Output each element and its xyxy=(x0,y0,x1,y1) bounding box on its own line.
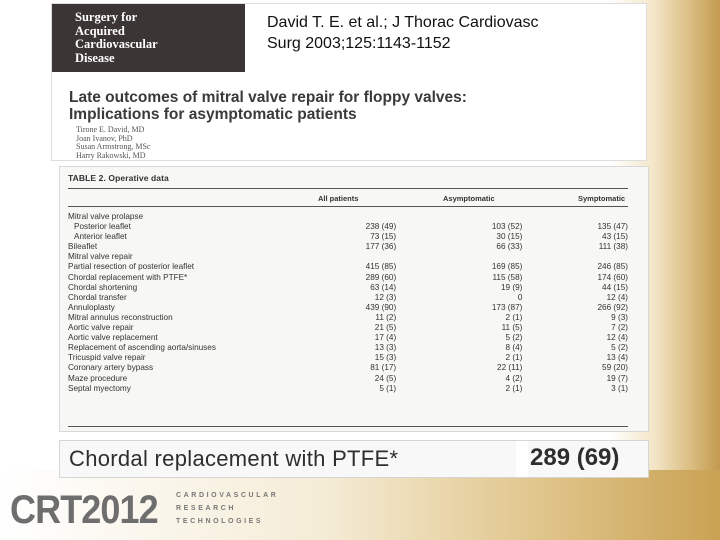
cell-symptomatic xyxy=(522,212,628,222)
cell-asymptomatic: 19 (9) xyxy=(500,282,523,292)
table-row xyxy=(68,262,628,272)
citation xyxy=(267,12,637,54)
cell-all-patients: 17 (4) xyxy=(374,333,397,343)
cell-all-patients: 12 (3) xyxy=(374,292,397,302)
table-row xyxy=(68,222,628,232)
cell-all-patients: 21 (5) xyxy=(374,323,397,333)
paper-header-image xyxy=(52,4,646,160)
cell-asymptomatic: 0 xyxy=(517,292,523,302)
cell-symptomatic xyxy=(522,252,628,262)
cell-asymptomatic: 173 (87) xyxy=(491,302,523,312)
table-row xyxy=(68,283,628,293)
author: Harry Rakowski, MD xyxy=(76,150,146,160)
row-label: Chordal shortening xyxy=(68,282,138,292)
paper-title xyxy=(69,89,639,123)
row-label: Partial resection of posterior leaflet xyxy=(68,262,195,272)
cell-symptomatic: 12 (4) xyxy=(606,333,628,343)
cell-symptomatic: 19 (7) xyxy=(606,373,628,383)
cell-asymptomatic: 4 (2) xyxy=(505,373,523,383)
cell-asymptomatic: 2 (1) xyxy=(505,383,523,393)
cell-all-patients: 15 (3) xyxy=(374,353,397,363)
journal-line: Acquired xyxy=(75,23,125,38)
cell-asymptomatic: 30 (15) xyxy=(496,232,523,242)
cell-asymptomatic: 2 (1) xyxy=(505,353,523,363)
author-list xyxy=(76,126,150,160)
cell-all-patients xyxy=(283,252,396,262)
journal-section-box xyxy=(52,4,245,72)
row-label: Tricuspid valve repair xyxy=(68,353,146,363)
crt-logo-subtitle xyxy=(176,490,278,528)
row-label: Mitral valve prolapse xyxy=(68,212,144,221)
table-row xyxy=(68,323,628,333)
table-row xyxy=(68,242,628,252)
cell-all-patients: 63 (14) xyxy=(370,282,397,292)
cell-asymptomatic: 22 (11) xyxy=(497,363,523,373)
paper-title-line: Implications for asymptomatic patients xyxy=(69,106,357,123)
cell-asymptomatic xyxy=(396,252,522,262)
column-header-asymptomatic: Asymptomatic xyxy=(443,194,495,203)
row-label: Septal myectomy xyxy=(68,383,131,393)
table-row xyxy=(68,384,628,394)
cell-asymptomatic: 169 (85) xyxy=(491,262,523,272)
table-row xyxy=(68,363,628,373)
table-body xyxy=(68,212,628,394)
citation-line: Surg 2003;125:1143-1152 xyxy=(267,35,451,52)
cell-all-patients: 13 (3) xyxy=(374,343,397,353)
row-label: Mitral annulus reconstruction xyxy=(68,312,173,322)
table-row xyxy=(68,232,628,242)
table-row xyxy=(68,252,628,262)
cell-all-patients xyxy=(283,212,396,222)
table-row xyxy=(68,212,628,222)
cell-symptomatic: 3 (1) xyxy=(611,383,628,393)
row-label: Annuloplasty xyxy=(68,302,115,312)
author: Joan Ivanov, PhD xyxy=(76,133,133,143)
cell-all-patients: 73 (15) xyxy=(370,232,397,242)
cell-all-patients: 11 (2) xyxy=(375,312,397,322)
highlight-callout xyxy=(60,441,648,477)
table-bottom-rule xyxy=(68,426,628,427)
table-row xyxy=(68,303,628,313)
crt-logo: CRT2012 xyxy=(10,488,158,532)
table-caption: TABLE 2. Operative data xyxy=(68,173,169,183)
highlight-value: 289 (69) xyxy=(530,444,620,471)
cell-symptomatic: 246 (85) xyxy=(597,262,628,272)
cell-symptomatic: 111 (38) xyxy=(598,242,628,252)
cell-symptomatic: 13 (4) xyxy=(606,353,628,363)
journal-line: Disease xyxy=(75,50,115,65)
cell-all-patients: 24 (5) xyxy=(374,373,397,383)
cell-all-patients: 81 (17) xyxy=(370,363,397,373)
cell-all-patients: 415 (85) xyxy=(365,262,397,272)
cell-asymptomatic: 103 (52) xyxy=(491,222,523,232)
operative-data-table-image xyxy=(60,167,648,431)
journal-line: Surgery for xyxy=(75,10,138,24)
cell-symptomatic: 9 (3) xyxy=(611,312,628,322)
row-label: Anterior leaflet xyxy=(74,232,127,242)
cell-all-patients: 439 (90) xyxy=(365,302,397,312)
cell-symptomatic: 174 (60) xyxy=(597,272,628,282)
cell-asymptomatic: 11 (5) xyxy=(501,323,523,333)
cell-asymptomatic: 115 (58) xyxy=(492,272,523,282)
cell-all-patients: 177 (36) xyxy=(365,242,397,252)
journal-line: Cardiovascular xyxy=(75,37,158,51)
cell-symptomatic: 7 (2) xyxy=(611,323,628,333)
author: Tirone E. David, MD xyxy=(76,125,145,134)
row-label: Maze procedure xyxy=(68,373,128,383)
row-label: Mitral valve repair xyxy=(68,252,133,262)
operative-data-table xyxy=(68,212,628,394)
crt-sub-line: TECHNOLOGIES xyxy=(176,517,264,525)
row-label: Chordal replacement with PTFE* xyxy=(68,272,188,282)
row-label: Posterior leaflet xyxy=(74,222,131,232)
table-top-rule xyxy=(68,188,628,189)
cell-asymptomatic: 8 (4) xyxy=(505,343,523,353)
row-label: Coronary artery bypass xyxy=(68,363,154,373)
cell-symptomatic: 135 (47) xyxy=(597,222,628,232)
row-label: Aortic valve replacement xyxy=(68,333,158,343)
cell-all-patients: 5 (1) xyxy=(379,383,397,393)
author: Susan Armstrong, MSc xyxy=(76,142,151,151)
table-header-rule xyxy=(68,206,628,207)
table-row xyxy=(68,374,628,384)
cell-symptomatic: 43 (15) xyxy=(602,232,628,242)
crt-sub-line: RESEARCH xyxy=(176,504,237,512)
column-header-symptomatic: Symptomatic xyxy=(578,194,626,203)
citation-line: David T. E. et al.; J Thorac Cardiovasc xyxy=(267,14,539,31)
cell-symptomatic: 5 (2) xyxy=(611,343,628,353)
crt-sub-line: CARDIOVASCULAR xyxy=(176,492,279,499)
row-label: Bileaflet xyxy=(68,242,98,252)
cell-symptomatic: 12 (4) xyxy=(606,292,628,302)
table-row xyxy=(68,293,628,303)
cell-asymptomatic: 66 (33) xyxy=(496,242,523,252)
table-row xyxy=(68,273,628,283)
cell-all-patients: 238 (49) xyxy=(365,222,397,232)
highlight-divider xyxy=(516,441,528,477)
cell-asymptomatic: 5 (2) xyxy=(505,333,523,343)
table-row xyxy=(68,333,628,343)
row-label: Chordal transfer xyxy=(68,292,127,302)
cell-symptomatic: 44 (15) xyxy=(602,282,628,292)
paper-title-line: Late outcomes of mitral valve repair for floppy valves: xyxy=(69,89,467,106)
highlight-label: Chordal replacement with PTFE* xyxy=(69,446,399,471)
row-label: Aortic valve repair xyxy=(68,323,134,333)
row-label: Replacement of ascending aorta/sinuses xyxy=(68,343,216,353)
cell-asymptomatic xyxy=(396,212,522,222)
column-header-all: All patients xyxy=(318,194,359,203)
table-row xyxy=(68,343,628,353)
cell-symptomatic: 266 (92) xyxy=(597,302,628,312)
cell-all-patients: 289 (60) xyxy=(365,272,397,282)
table-row xyxy=(68,313,628,323)
table-row xyxy=(68,353,628,363)
cell-asymptomatic: 2 (1) xyxy=(505,312,523,322)
cell-symptomatic: 59 (20) xyxy=(602,363,628,373)
